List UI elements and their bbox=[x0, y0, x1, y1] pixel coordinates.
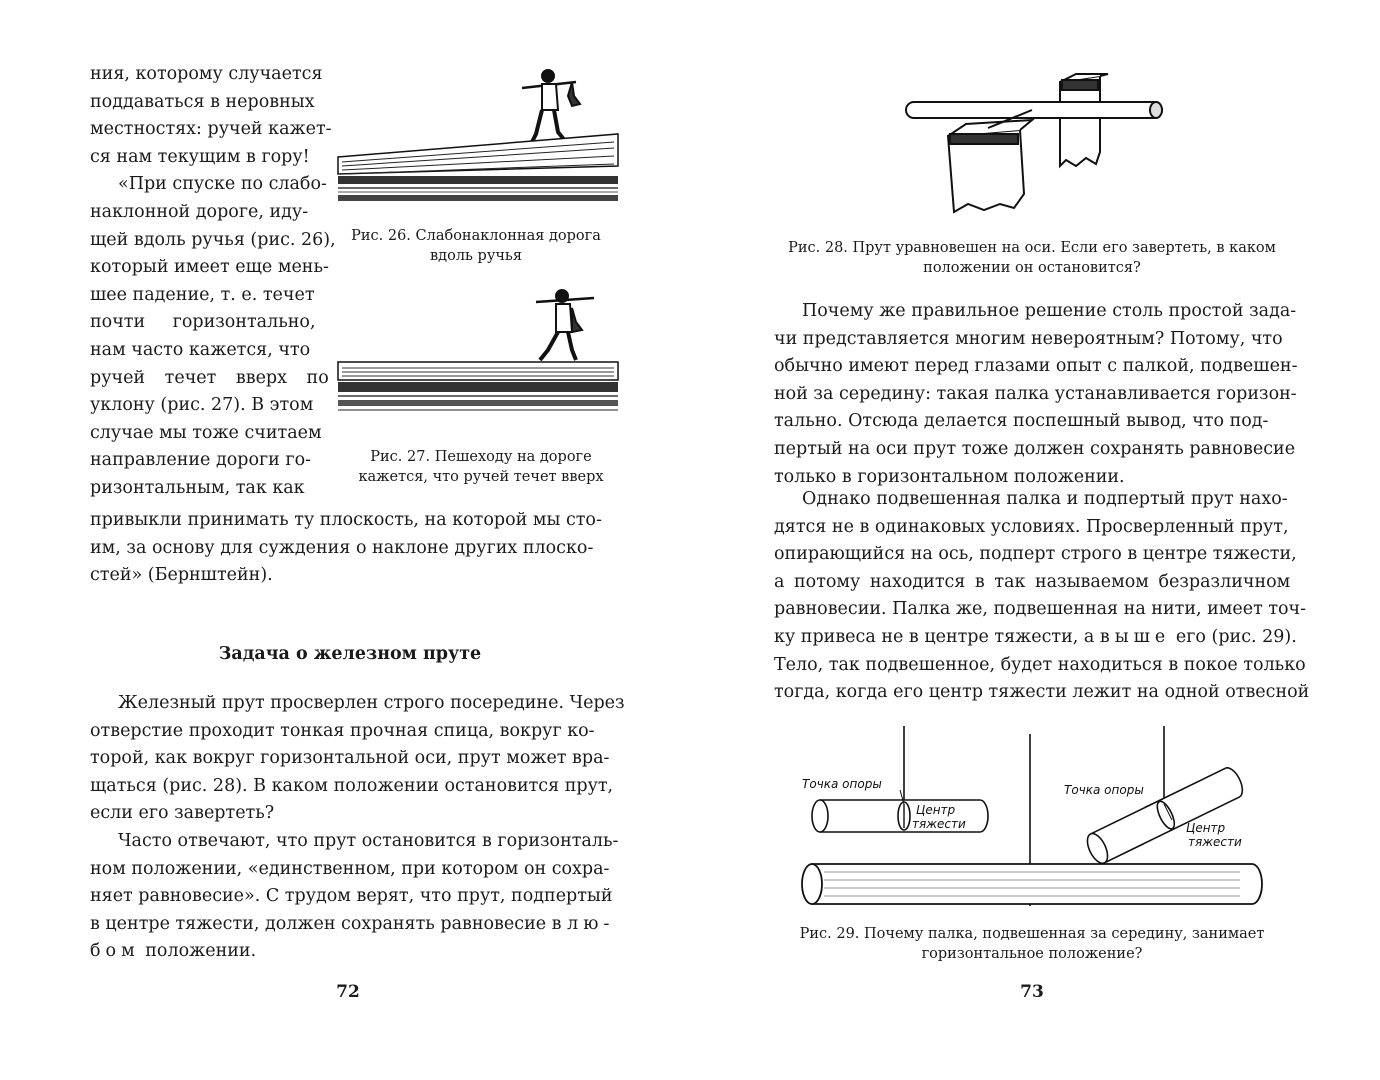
caption-line: Рис. 27. Пешеходу на дороге bbox=[370, 449, 592, 465]
text-line: Однако подвешенная палка и подпертый прут нахо- bbox=[802, 489, 1288, 509]
text-fragment: его (рис. 29). bbox=[1175, 626, 1297, 647]
answer-paragraph bbox=[90, 828, 619, 966]
text-line: ризонтальным, так как bbox=[90, 477, 305, 498]
caption-line: кажется, что ручей течет вверх bbox=[358, 469, 604, 485]
text-fragment: положении. bbox=[145, 941, 257, 962]
figure-28-caption bbox=[772, 238, 1292, 278]
figure-29-caption bbox=[784, 924, 1280, 964]
text-line: а потому находится в так называемом безразличном bbox=[774, 571, 1291, 592]
figure-26-caption bbox=[336, 226, 616, 266]
figure-27-walker-road bbox=[336, 284, 620, 424]
figure-28-rod-on-axis bbox=[900, 70, 1180, 220]
text-line bbox=[774, 624, 1297, 652]
text-line: привыкли принимать ту плоскость, на которой мы сто- bbox=[90, 510, 602, 530]
text-line: дятся не в одинаковых условиях. Просверленный прут, bbox=[774, 516, 1289, 537]
caption-line: горизонтальное положение? bbox=[921, 946, 1143, 962]
fig29-center-label-right-a: Центр bbox=[1186, 821, 1226, 835]
text-line: случае мы тоже считаем bbox=[90, 422, 322, 443]
explanation-paragraph-1 bbox=[774, 298, 1298, 491]
text-line: торой, как вокруг горизонтальной оси, прут может вра- bbox=[90, 748, 610, 769]
section-title: Задача о железном пруте bbox=[218, 644, 482, 664]
text-line: пертый на оси прут тоже должен сохранять равновесие bbox=[774, 438, 1296, 459]
text-line: только в горизонтальном положении. bbox=[774, 466, 1125, 487]
text-line: равновесии. Палка же, подвешенная на нити, имеет точ- bbox=[774, 599, 1307, 620]
text-line: уклону (рис. 27). В этом bbox=[90, 395, 314, 416]
fig29-pivot-label-left: Точка опоры bbox=[802, 777, 882, 791]
fig29-center-label-left-b: тяжести bbox=[912, 817, 966, 831]
text-line: шее падение, т. е. течет bbox=[90, 284, 315, 305]
caption-line: Рис. 26. Слабонаклонная дорога bbox=[351, 228, 601, 244]
text-line: стей» (Бернштейн). bbox=[90, 565, 273, 586]
fig29-center-label-left-a: Центр bbox=[916, 803, 956, 817]
text-line bbox=[90, 938, 610, 966]
text-line: ной за середину: такая палка устанавливается горизон- bbox=[774, 383, 1297, 404]
text-line: тогда, когда его центр тяжести лежит на одной отвесной bbox=[774, 682, 1310, 703]
figure-27-caption bbox=[336, 447, 626, 487]
task-paragraph bbox=[90, 690, 625, 828]
text-line: если его завертеть? bbox=[90, 803, 275, 824]
text-line: опирающийся на ось, подперт строго в центре тяжести, bbox=[774, 544, 1297, 565]
text-line: отверстие проходит тонкая прочная спица, вокруг ко- bbox=[90, 720, 595, 741]
figure-29-suspended-stick bbox=[800, 724, 1270, 914]
text-line: местностях: ручей кажет- bbox=[90, 119, 332, 140]
text-fragment: в центре тяжести, должен сохранять равновесие в bbox=[90, 913, 562, 934]
fig29-center-label-right-b: тяжести bbox=[1188, 835, 1242, 849]
text-line: ручей течет вверх по bbox=[90, 367, 329, 388]
text-line: чи представляется многим невероятным? Потому, что bbox=[774, 328, 1283, 349]
caption-line: Рис. 29. Почему палка, подвешенная за середину, занимает bbox=[799, 926, 1265, 942]
text-line: щаться (рис. 28). В каком положении остановится прут, bbox=[90, 775, 614, 796]
intro-paragraph bbox=[90, 61, 336, 503]
bernstein-quote-end bbox=[90, 507, 610, 590]
text-line: который имеет еще мень- bbox=[90, 257, 329, 278]
text-line: Часто отвечают, что прут остановится в горизонталь- bbox=[118, 831, 619, 851]
text-line: почти горизонтально, bbox=[90, 312, 316, 333]
text-line: обычно имеют перед глазами опыт с палкой, подвешен- bbox=[774, 356, 1298, 377]
text-line: щей вдоль ручья (рис. 26), bbox=[90, 229, 336, 250]
caption-line: Рис. 28. Прут уравновешен на оси. Если его завертеть, в каком bbox=[788, 240, 1276, 256]
spaced-word: бом bbox=[90, 941, 140, 962]
text-line: наклонной дороге, иду- bbox=[90, 201, 309, 222]
text-line: нам часто кажется, что bbox=[90, 339, 311, 360]
fig29-pivot-label-right: Точка опоры bbox=[1064, 783, 1144, 797]
text-line: Тело, так подвешенное, будет находиться в покое только bbox=[774, 654, 1306, 675]
text-line: тально. Отсюда делается поспешный вывод, что под- bbox=[774, 411, 1269, 432]
explanation-paragraph-2 bbox=[774, 486, 1310, 707]
right-page bbox=[690, 0, 1380, 1080]
page-number: 73 bbox=[1020, 982, 1044, 1002]
text-line: ся нам текущим в гору! bbox=[90, 146, 310, 167]
text-line: поддаваться в неровных bbox=[90, 91, 315, 112]
text-line: направление дороги го- bbox=[90, 450, 312, 471]
page-number: 72 bbox=[336, 982, 360, 1002]
figure-26-sloped-road bbox=[336, 62, 620, 212]
text-line: ния, которому случается bbox=[90, 64, 323, 84]
caption-line: вдоль ручья bbox=[430, 248, 522, 264]
spaced-word: выше bbox=[1099, 626, 1171, 647]
text-line: «При спуске по слабо- bbox=[118, 174, 327, 195]
text-line: ном положении, «единственном, при котором он сохра- bbox=[90, 858, 610, 879]
text-line: Железный прут просверлен строго посередине. Через bbox=[118, 693, 625, 713]
walker-figure-icon bbox=[522, 70, 580, 142]
walker-figure-icon bbox=[536, 290, 594, 360]
text-line: няет равновесие». С трудом верят, что прут, подпертый bbox=[90, 886, 613, 907]
text-line: Почему же правильное решение столь простой зада- bbox=[802, 301, 1297, 321]
spaced-word: лю- bbox=[567, 913, 615, 934]
text-fragment: ку привеса не в центре тяжести, а bbox=[774, 626, 1095, 647]
text-line: им, за основу для суждения о наклоне других плоско- bbox=[90, 537, 594, 558]
text-line bbox=[90, 911, 615, 939]
caption-line: положении он остановится? bbox=[923, 260, 1141, 276]
